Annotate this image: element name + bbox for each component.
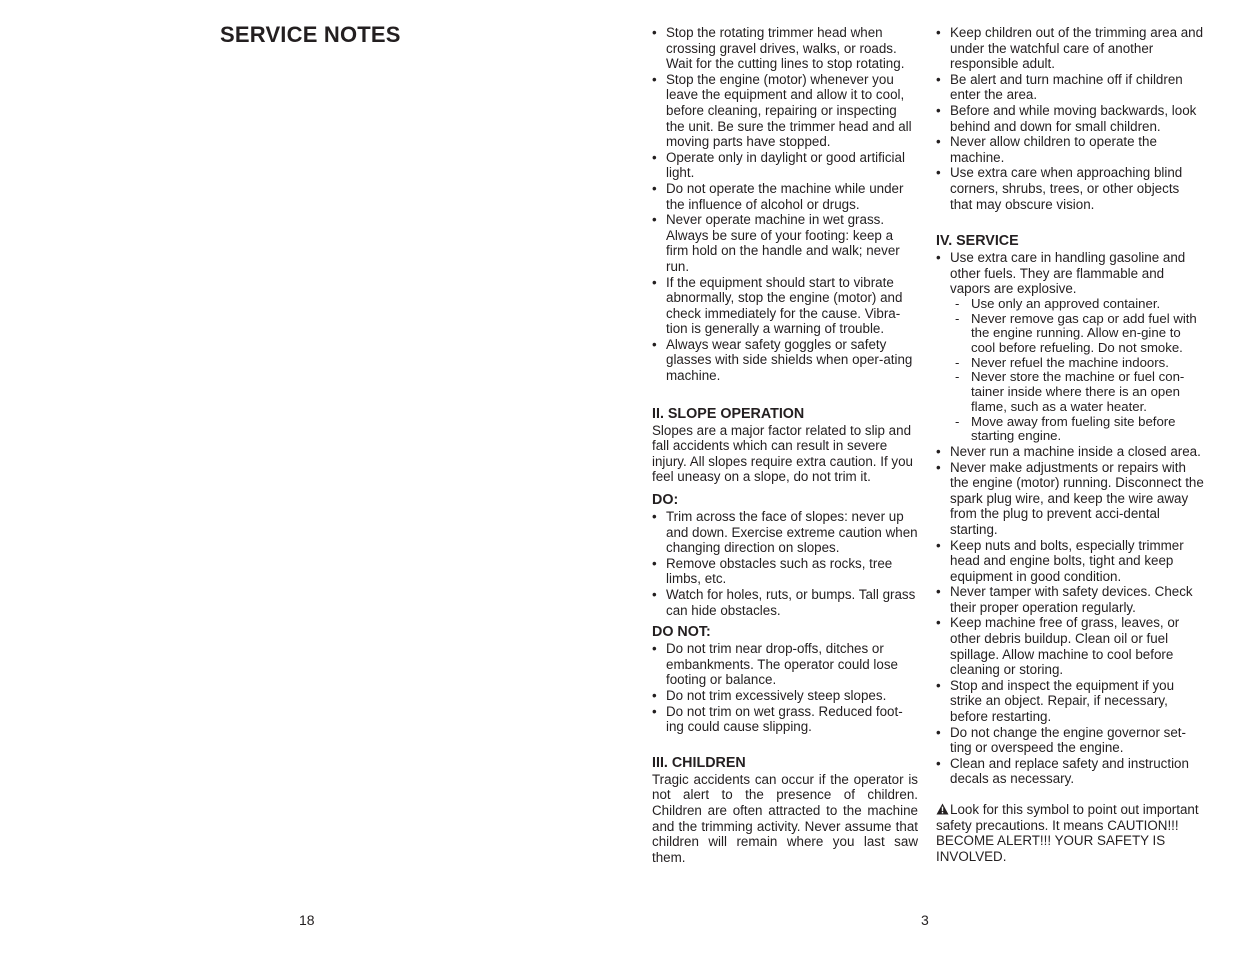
list-item: • Keep nuts and bolts, especially trimmer head and engine bolts, tight and keep equipment in good condition. — [936, 538, 1204, 585]
list-item: • Do not trim on wet grass. Reduced foot-ing could cause slipping. — [652, 704, 918, 735]
do-list — [652, 509, 918, 618]
list-item: • Never run a machine inside a closed area. — [936, 444, 1204, 460]
list-item: • Watch for holes, ruts, or bumps. Tall grass can hide obstacles. — [652, 587, 918, 618]
list-item: • Always wear safety goggles or safety glasses with side shields when oper-ating machine. — [652, 337, 918, 384]
sublist-item: - Never refuel the machine indoors. — [936, 356, 1204, 371]
list-item: • Stop the rotating trimmer head when crossing gravel drives, walks, or roads. Wait for the cutting lines to stop rotating. — [652, 25, 918, 72]
service-list — [936, 250, 1204, 787]
sublist-item: - Use only an approved container. — [936, 297, 1204, 312]
list-item: • Do not trim near drop-offs, ditches or embankments. The operator could lose footing or balance. — [652, 641, 918, 688]
fuel-sublist — [936, 297, 1204, 444]
children-list — [936, 25, 1204, 212]
intro-safety-list — [652, 25, 918, 384]
do-heading: DO: — [652, 492, 679, 509]
sublist-item: - Never remove gas cap or add fuel with the engine running. Allow en-gine to cool before refueling. Do not smoke. — [936, 312, 1204, 356]
list-item: • Clean and replace safety and instruction decals as necessary. — [936, 756, 1204, 787]
list-item: • Keep children out of the trimming area and under the watchful care of another responsible adult. — [936, 25, 1204, 72]
list-item: • Stop and inspect the equipment if you strike an object. Repair, if necessary, before restarting. — [936, 678, 1204, 725]
fuel-item-text: Use extra care in handling gasoline and other fuels. They are flammable and vapors are explosive. — [950, 250, 1186, 297]
list-item: • Never tamper with safety devices. Check their proper operation regularly. — [936, 584, 1204, 615]
safety-note-text: Look for this symbol to point out important safety precautions. It means CAUTION!!! BECOME ALERT!!! YOUR SAFETY IS INVOLVED. — [936, 802, 1199, 864]
sublist-item: - Move away from fueling site before starting engine. — [936, 415, 1204, 444]
slope-intro: Slopes are a major factor related to slip and fall accidents which can result in severe injury. All slopes require extra caution. If you feel uneasy on a slope, do not trim it. — [652, 422, 913, 485]
list-item: • Do not trim excessively steep slopes. — [652, 688, 918, 704]
safety-symbol-note — [936, 802, 1204, 864]
sublist-item: - Never store the machine or fuel con-tainer inside where there is an open flame, such as a water heater. — [936, 370, 1204, 414]
page-number-left: 18 — [299, 912, 315, 928]
list-item: • Never make adjustments or repairs with the engine (motor) running. Disconnect the spark plug wire, and keep the wire away from the plug to prevent acci-dental starting. — [936, 460, 1204, 538]
list-item: • Keep machine free of grass, leaves, or other debris buildup. Clean oil or fuel spillage. Allow machine to cool before cleaning or storing. — [936, 615, 1204, 677]
list-item: • Never operate machine in wet grass. Always be sure of your footing: keep a firm hold on the handle and walk; never run. — [652, 212, 918, 274]
list-item: • If the equipment should start to vibrate abnormally, stop the engine (motor) and check immediately for the cause. Vibra-tion is generally a warning of trouble. — [652, 275, 918, 337]
list-item: • Do not operate the machine while under the influence of alcohol or drugs. — [652, 181, 918, 212]
list-item: • Trim across the face of slopes: never up and down. Exercise extreme caution when changing direction on slopes. — [652, 509, 918, 556]
page-title: SERVICE NOTES — [220, 22, 401, 47]
warning-triangle-icon — [936, 803, 949, 815]
children-intro: Tragic accidents can occur if the operator is not alert to the presence of children. Children are often attracted to the machine and the trimming activity. Never assume that children will remain where you last saw them. — [652, 771, 918, 865]
list-item: • Before and while moving backwards, look behind and down for small children. — [936, 103, 1204, 134]
list-item — [936, 250, 1204, 444]
list-item: • Remove obstacles such as rocks, tree limbs, etc. — [652, 556, 918, 587]
right-page-column-1 — [652, 25, 918, 865]
list-item: • Stop the engine (motor) whenever you leave the equipment and allow it to cool, before cleaning, repairing or inspecting the unit. Be sure the trimmer head and all moving parts have stopped. — [652, 72, 918, 150]
do-not-list — [652, 641, 918, 735]
list-item: • Operate only in daylight or good artificial light. — [652, 150, 918, 181]
list-item: • Do not change the engine governor set-ting or overspeed the engine. — [936, 725, 1204, 756]
right-page-column-2 — [936, 25, 1204, 864]
section-heading-service: IV. SERVICE — [936, 233, 1019, 250]
list-item: • Never allow children to operate the machine. — [936, 134, 1204, 165]
page-number-right: 3 — [921, 912, 929, 928]
section-heading-slope: II. SLOPE OPERATION — [652, 405, 805, 422]
section-heading-children: III. CHILDREN — [652, 754, 746, 771]
list-item: • Be alert and turn machine off if children enter the area. — [936, 72, 1204, 103]
do-not-heading: DO NOT: — [652, 624, 711, 641]
list-item: • Use extra care when approaching blind corners, shrubs, trees, or other objects that may obscure vision. — [936, 165, 1204, 212]
